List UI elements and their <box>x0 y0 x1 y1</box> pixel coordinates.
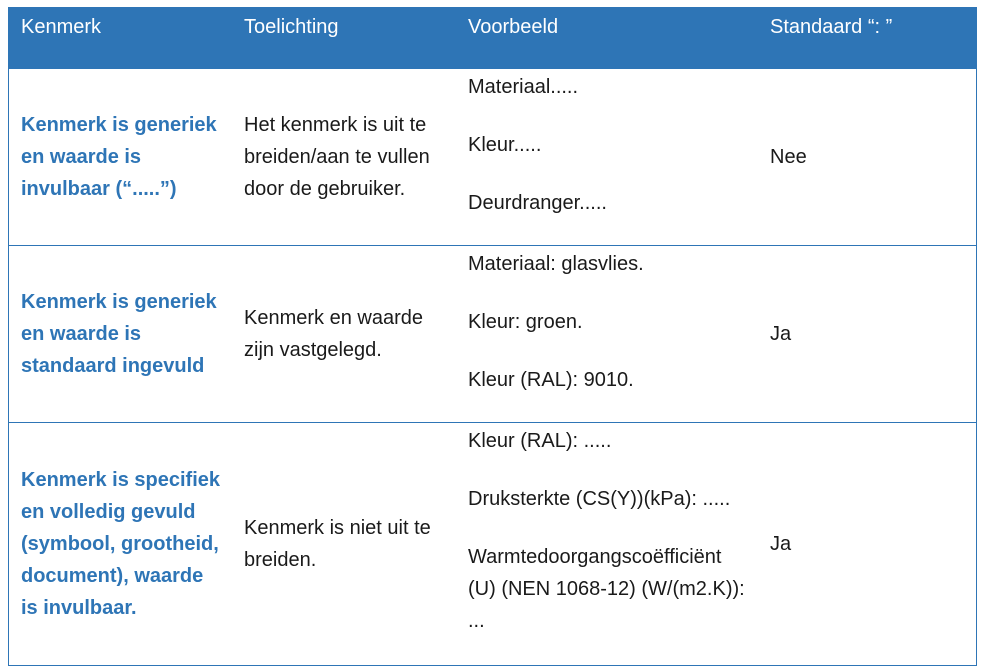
standaard-text: Ja <box>770 533 792 555</box>
table-row <box>9 68 976 245</box>
example-item: Materiaal..... <box>468 76 579 98</box>
standaard-cell <box>758 69 976 245</box>
kenmerk-cell <box>9 69 232 245</box>
voorbeeld-cell <box>456 69 758 245</box>
characteristics-table <box>8 7 977 666</box>
standaard-cell <box>758 423 976 665</box>
example-item: Kleur (RAL): ..... <box>468 430 612 452</box>
example-item: Kleur: groen. <box>468 311 583 333</box>
kenmerk-cell <box>9 246 232 422</box>
toelichting-text: Kenmerk en waarde zijn vastgelegd. <box>244 307 423 361</box>
example-item: Deurdranger..... <box>468 192 607 214</box>
kenmerk-text: Kenmerk is generiek en waarde is invulbaar (“.....”) <box>21 114 217 200</box>
table-row <box>9 422 976 665</box>
standaard-text: Ja <box>770 323 792 345</box>
header-toelichting: Toelichting <box>244 16 339 38</box>
header-voorbeeld: Voorbeeld <box>468 16 559 38</box>
header-standaard: Standaard “: ” <box>770 16 893 38</box>
example-item: Kleur (RAL): 9010. <box>468 369 634 391</box>
toelichting-cell <box>232 246 456 422</box>
header-kenmerk: Kenmerk <box>21 16 102 38</box>
kenmerk-text: Kenmerk is specifiek en volledig gevuld (symbool, grootheid, document), waarde is invulbaar. <box>21 469 220 619</box>
example-item: Warmtedoorgangscoëfficiënt (U) (NEN 1068-12) (W/(m2.K)): ... <box>468 546 745 632</box>
table-header-row <box>9 8 976 68</box>
standaard-cell <box>758 246 976 422</box>
kenmerk-text: Kenmerk is generiek en waarde is standaard ingevuld <box>21 291 217 377</box>
voorbeeld-cell <box>456 246 758 422</box>
example-item: Materiaal: glasvlies. <box>468 253 644 275</box>
table-row <box>9 245 976 422</box>
example-item: Kleur..... <box>468 134 542 156</box>
standaard-text: Nee <box>770 146 807 168</box>
example-item: Druksterkte (CS(Y))(kPa): ..... <box>468 488 731 510</box>
toelichting-text: Het kenmerk is uit te breiden/aan te vullen door de gebruiker. <box>244 114 430 200</box>
voorbeeld-cell <box>456 423 758 665</box>
toelichting-cell <box>232 423 456 665</box>
toelichting-cell <box>232 69 456 245</box>
kenmerk-cell <box>9 423 232 665</box>
toelichting-text: Kenmerk is niet uit te breiden. <box>244 517 431 571</box>
